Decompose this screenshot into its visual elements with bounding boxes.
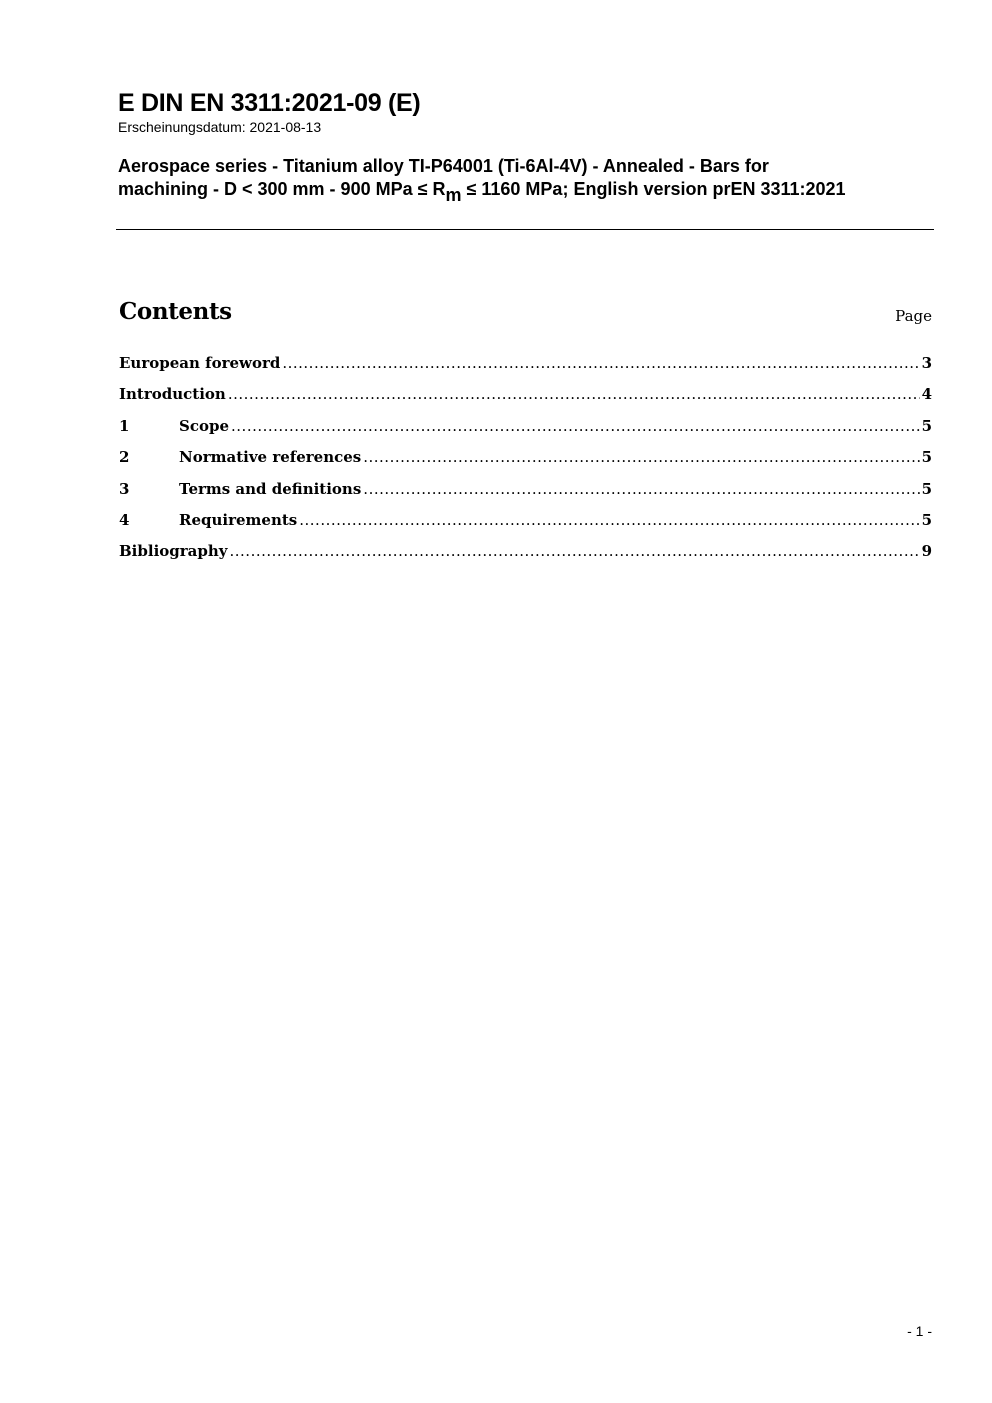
page-number-footer: - 1 - bbox=[907, 1323, 932, 1339]
toc-section-number: 1 bbox=[119, 416, 130, 435]
toc-entry-text[interactable]: Introduction bbox=[119, 385, 226, 404]
toc-entry-text[interactable]: Normative references bbox=[179, 448, 362, 467]
toc-page-number[interactable]: 5 bbox=[921, 479, 932, 498]
toc-entry-text[interactable]: Terms and definitions bbox=[179, 479, 362, 498]
toc-entry-text[interactable]: European foreword bbox=[119, 354, 281, 372]
toc-leader-dots bbox=[299, 511, 919, 529]
toc-entry-text[interactable]: Requirements bbox=[179, 510, 298, 529]
toc-page-number[interactable]: 3 bbox=[921, 354, 932, 372]
toc-leader-dots bbox=[282, 354, 919, 372]
toc-page-number[interactable]: 5 bbox=[921, 510, 932, 529]
document-title bbox=[118, 155, 858, 205]
toc-entry-text[interactable]: Scope bbox=[179, 416, 230, 435]
toc-page-number[interactable]: 9 bbox=[921, 542, 932, 561]
document-id: E DIN EN 3311:2021-09 (E) bbox=[118, 89, 421, 117]
toc-entry-terms-and-definitions[interactable] bbox=[119, 480, 932, 511]
toc-leader-dots bbox=[231, 417, 920, 435]
toc-leader-dots bbox=[230, 542, 920, 560]
toc-page-number[interactable]: 4 bbox=[921, 385, 932, 404]
toc-entry-normative-references[interactable] bbox=[119, 448, 932, 479]
page-column-label: Page bbox=[895, 307, 932, 325]
document-header bbox=[118, 88, 934, 205]
toc-section-number: 4 bbox=[119, 510, 130, 529]
toc-entry-text[interactable]: Bibliography bbox=[119, 542, 228, 561]
toc-entry-bibliography[interactable] bbox=[119, 542, 932, 573]
title-part-1: Aerospace series - Titanium alloy TI-P64001 (Ti-6Al-4V) - Annealed - Bars for machining - D < 300 mm - 900 MPa ≤ R bbox=[118, 156, 769, 199]
toc-section-number: 2 bbox=[119, 448, 130, 467]
contents-heading-row bbox=[119, 298, 932, 325]
toc-page-number[interactable]: 5 bbox=[921, 448, 932, 467]
title-subscript: m bbox=[445, 185, 462, 205]
toc-section-number: 3 bbox=[119, 479, 130, 498]
toc-entry-requirements[interactable] bbox=[119, 511, 932, 542]
toc-leader-dots bbox=[228, 385, 920, 403]
toc-entry-european-foreword[interactable] bbox=[119, 354, 932, 385]
table-of-contents bbox=[119, 354, 932, 574]
toc-entry-introduction[interactable] bbox=[119, 385, 932, 416]
contents-title: Contents bbox=[119, 298, 232, 325]
toc-entry-scope[interactable] bbox=[119, 417, 932, 448]
toc-leader-dots bbox=[363, 448, 919, 466]
title-divider bbox=[116, 229, 934, 230]
publication-date: Erscheinungsdatum: 2021-08-13 bbox=[118, 119, 322, 135]
toc-page-number[interactable]: 5 bbox=[921, 416, 932, 435]
title-part-2: ≤ 1160 MPa; English version prEN 3311:2021 bbox=[461, 179, 846, 199]
toc-leader-dots bbox=[363, 480, 919, 498]
